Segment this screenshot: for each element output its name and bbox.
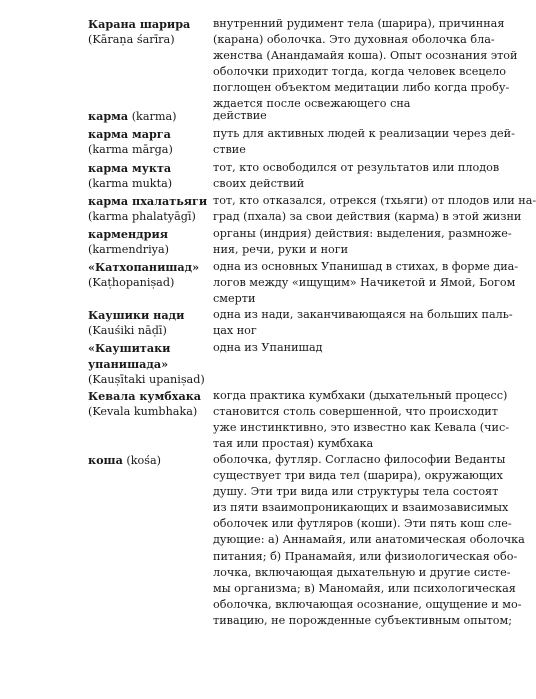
- term-name: кармендрия: [88, 227, 169, 241]
- definition-line: когда практика кумбхаки (дыхательный процесс): [213, 389, 508, 402]
- definition-line: (карана) оболочка. Это духовная оболочка бла-: [213, 33, 495, 47]
- entry-term: [88, 160, 208, 192]
- entry-term: [88, 226, 208, 258]
- entry-definition: [213, 160, 500, 192]
- definition-line: смерти: [213, 292, 256, 306]
- term-name: упанишада»: [88, 357, 169, 372]
- definition-line: уже инстинктивно, это известно как Кевала (чис-: [213, 421, 510, 435]
- definition-line: одна из основных Упанишад в стихах, в форме диа-: [213, 260, 519, 273]
- definition-line: град (пхала) за свои действия (карма) в этой жизни: [213, 210, 522, 224]
- definition-line: оболочка, футляр. Согласно философии Веданты: [213, 453, 506, 466]
- entry-term: [88, 126, 208, 158]
- term-name: Кевала кумбхака: [88, 389, 202, 403]
- definition-line: ждается после освежающего сна: [213, 97, 411, 111]
- definition-line: дующие: а) Аннамайя, или анатомическая оболочка: [213, 533, 525, 547]
- entry-definition: [213, 452, 525, 629]
- entry-definition: [213, 259, 519, 307]
- term-name: карма пхалатьяги: [88, 194, 208, 208]
- entry-term: [88, 259, 208, 291]
- entry-term: [88, 307, 208, 339]
- entry-definition: [213, 126, 515, 158]
- definition-line: лочка, включающая дыхательную и другие систе-: [213, 565, 511, 579]
- definition-line: цах ног: [213, 324, 257, 338]
- definition-line: душу. Эти три вида или структуры тела состоят: [213, 485, 499, 499]
- entry-definition: [213, 226, 512, 258]
- entry-definition: [213, 108, 481, 124]
- term-name: Каушики нади: [88, 308, 185, 322]
- entry-term: [88, 16, 208, 48]
- definition-line: одна из Упанишад: [213, 341, 323, 354]
- term-transliteration: (Kaṭhopaniṣad): [88, 276, 175, 290]
- entry-term: [88, 388, 208, 420]
- term-transliteration: (Kāraṇa śarīra): [88, 33, 175, 47]
- term-name: карма: [88, 109, 129, 123]
- term-name: карма мукта: [88, 161, 172, 175]
- definition-line: из пяти взаимопроникающих и взаимозависимых: [213, 501, 509, 515]
- definition-line: одна из нади, заканчивающаяся на больших паль-: [213, 308, 513, 321]
- definition-line: действие: [213, 109, 267, 122]
- term-transliteration: (karma mukta): [88, 177, 173, 191]
- definition-line: оболочка, включающая осознание, ощущение и мо-: [213, 597, 522, 611]
- term-transliteration: (karma phalatyāgī): [88, 210, 196, 224]
- entry-definition: [213, 340, 481, 356]
- term-transliteration: (karma mārga): [88, 143, 173, 157]
- term-transliteration: (karmendriya): [88, 243, 170, 257]
- term-name: коша: [88, 453, 123, 467]
- entry-definition: [213, 307, 513, 339]
- definition-line: ния, речи, руки и ноги: [213, 243, 349, 257]
- entry-term: [88, 108, 208, 125]
- definition-line: органы (индрия) действия: выделения, размноже-: [213, 227, 512, 240]
- definition-line: тивацию, не порожденные субъективным опытом;: [213, 613, 513, 627]
- definition-line: становится столь совершенной, что происходит: [213, 405, 498, 419]
- term-transliteration: (Kauṣītaki upaniṣad): [88, 373, 205, 387]
- definition-line: мы организма; в) Маномайя, или психологическая: [213, 581, 516, 595]
- term-name: карма марга: [88, 127, 171, 141]
- definition-line: путь для активных людей к реализации через дей-: [213, 127, 515, 140]
- definition-line: ствие: [213, 143, 246, 157]
- term-name: «Катхопанишад»: [88, 260, 200, 274]
- term-name: Карана шарира: [88, 17, 191, 31]
- entry-term: [88, 193, 208, 225]
- entry-definition: [213, 16, 518, 113]
- definition-line: оболочек или футляров (коши). Эти пять кош сле-: [213, 517, 512, 531]
- definition-line: женства (Анандамайя коша). Опыт осознания этой: [213, 49, 518, 63]
- term-transliteration: (Kevala kumbhaka): [88, 405, 198, 419]
- definition-line: тот, кто отказался, отрекся (тхьяги) от плодов или на-: [213, 194, 536, 207]
- definition-line: существует три вида тел (шарира), окружающих: [213, 469, 503, 483]
- term-transliteration: (karma): [131, 110, 177, 123]
- definition-line: логов между «ищущим» Начикетой и Ямой, Богом: [213, 276, 516, 290]
- entry-definition: [213, 193, 536, 225]
- definition-line: внутренний рудимент тела (шарира), причинная: [213, 17, 505, 30]
- definition-line: своих действий: [213, 177, 305, 191]
- definition-line: тая или простая) кумбхака: [213, 437, 374, 451]
- entry-term: [88, 452, 208, 469]
- definition-line: оболочки приходит тогда, когда человек всецело: [213, 65, 506, 79]
- term-name: «Каушитаки: [88, 341, 171, 355]
- definition-line: питания; б) Пранамайя, или физиологическая обо-: [213, 549, 518, 563]
- definition-line: тот, кто освободился от результатов или плодов: [213, 161, 500, 174]
- entry-definition: [213, 388, 510, 452]
- term-transliteration: (Kauśiki nāḍī): [88, 324, 167, 338]
- entry-term: [88, 340, 208, 388]
- definition-line: поглощен объектом медитации либо когда пробу-: [213, 81, 510, 95]
- term-transliteration: (kośa): [126, 454, 162, 467]
